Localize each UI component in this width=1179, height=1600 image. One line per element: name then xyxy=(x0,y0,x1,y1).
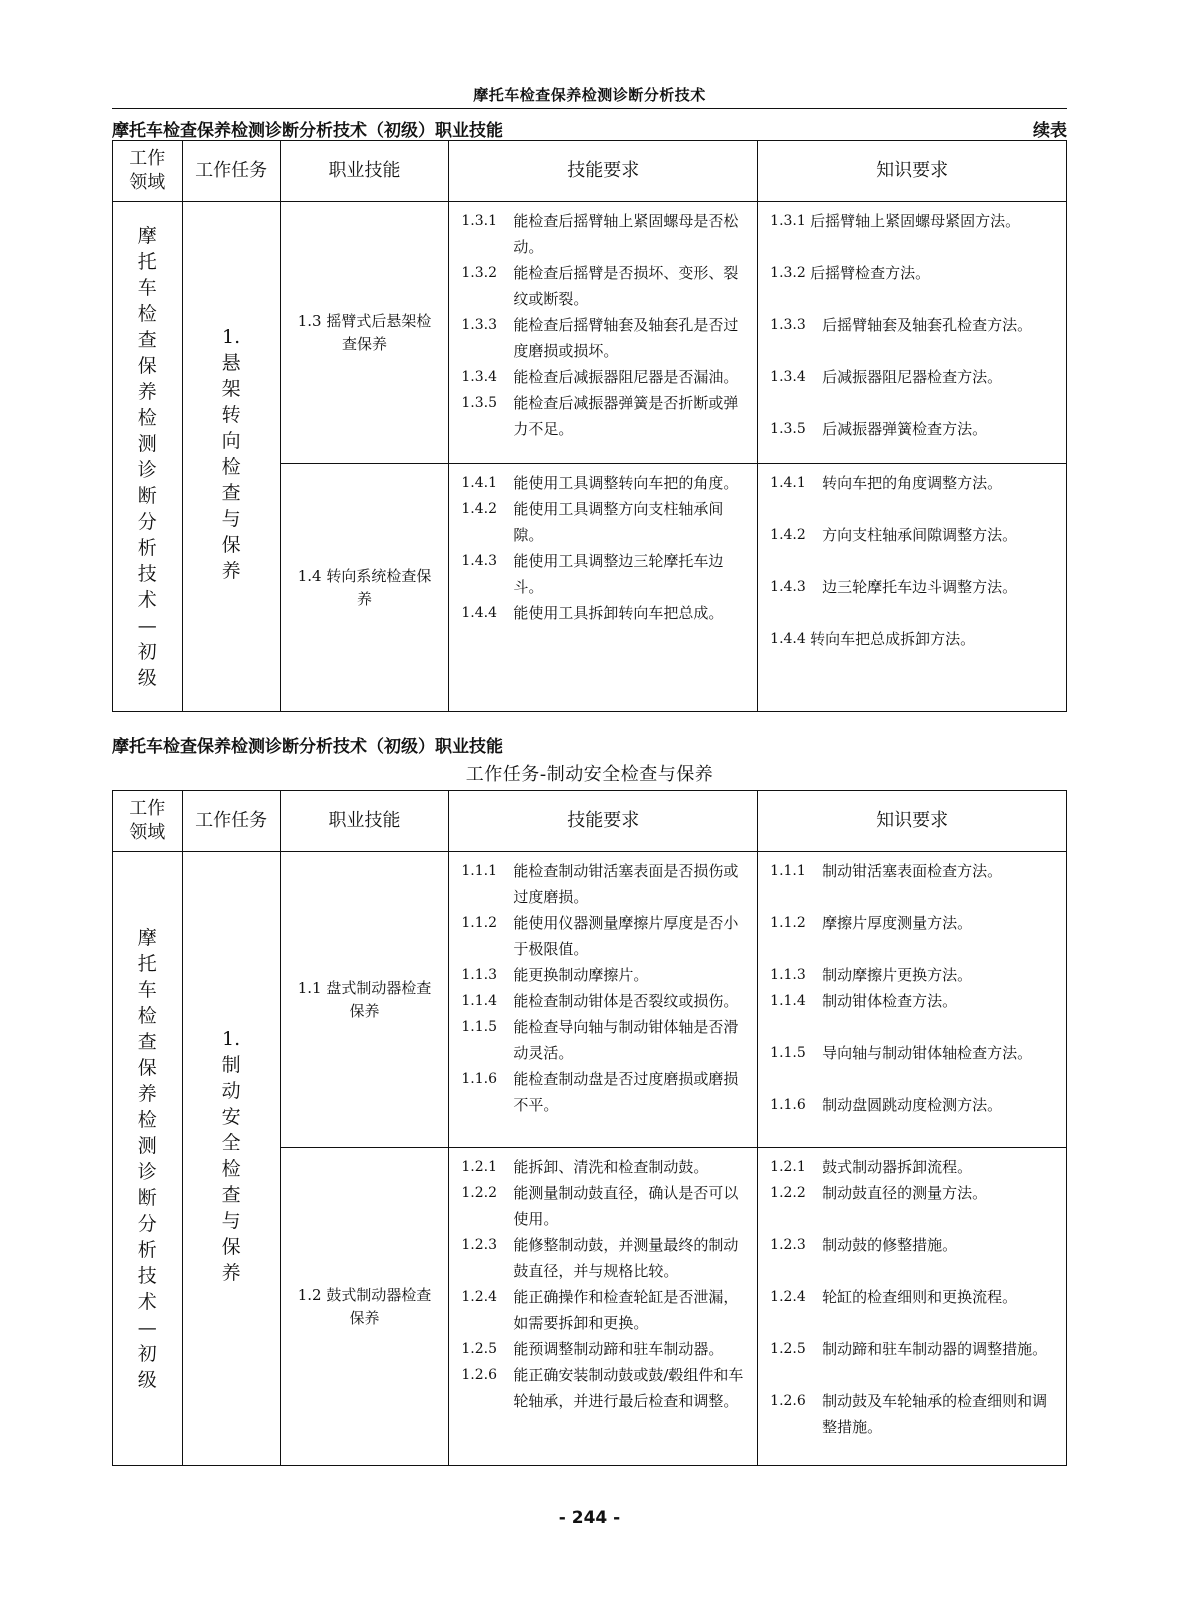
list-item: 1.4.3 能使用工具调整边三轮摩托车边斗。 xyxy=(461,552,724,596)
section2-title xyxy=(112,732,1067,757)
skill-requirements-cell xyxy=(449,464,758,712)
header-knowledge-requirements: 知识要求 xyxy=(758,141,1067,202)
section2-title-text: 摩托车检查保养检测诊断分析技术（初级）职业技能 xyxy=(112,737,503,757)
knowledge-requirements-cell xyxy=(758,464,1067,712)
list-item: 1.1.1 制动钳活塞表面检查方法。 xyxy=(770,862,1003,880)
task-number: 1. xyxy=(222,326,241,348)
list-item: 1.3.4 后减振器阻尼器检查方法。 xyxy=(770,368,1003,386)
table2-header-row xyxy=(113,791,1067,852)
list-item: 1.3.4 能检查后减振器阻尼器是否漏油。 xyxy=(461,368,739,386)
header-task: 工作任务 xyxy=(182,791,280,852)
list-item: 1.2.5 制动蹄和驻车制动器的调整措施。 xyxy=(770,1340,1048,1358)
list-item: 1.3.2 后摇臂检查方法。 xyxy=(770,264,931,282)
list-item: 1.1.2 摩擦片厚度测量方法。 xyxy=(770,914,973,932)
skill-cell: 1.2 鼓式制动器检查保养 xyxy=(280,1148,449,1466)
skill-cell: 1.3 摇臂式后悬架检查保养 xyxy=(280,202,449,464)
list-item: 1.2.5 能预调整制动蹄和驻车制动器。 xyxy=(461,1340,724,1358)
list-item: 1.2.1 鼓式制动器拆卸流程。 xyxy=(770,1158,973,1176)
list-item: 1.2.3 能修整制动鼓，并测量最终的制动鼓直径，并与规格比较。 xyxy=(461,1236,739,1280)
header-skill-requirements: 技能要求 xyxy=(449,141,758,202)
list-item: 1.3.2 能检查后摇臂是否损坏、变形、裂纹或断裂。 xyxy=(461,264,739,308)
knowledge-requirements-cell xyxy=(758,852,1067,1148)
list-item: 1.2.2 能测量制动鼓直径，确认是否可以使用。 xyxy=(461,1184,739,1228)
skill-requirements-cell xyxy=(449,202,758,464)
header-skill: 职业技能 xyxy=(280,141,449,202)
knowledge-requirements-cell xyxy=(758,202,1067,464)
section2-subtitle: 工作任务-制动安全检查与保养 xyxy=(465,764,714,785)
list-item: 1.2.4 能正确操作和检查轮缸是否泄漏，如需要拆卸和更换。 xyxy=(461,1288,739,1332)
header-knowledge-requirements: 知识要求 xyxy=(758,791,1067,852)
table-row xyxy=(113,202,1067,464)
list-item: 1.4.1 能使用工具调整转向车把的角度。 xyxy=(461,474,739,492)
list-item: 1.1.4 能检查制动钳体是否裂纹或损伤。 xyxy=(461,992,739,1010)
knowledge-requirements-cell xyxy=(758,1148,1067,1466)
header-skill: 职业技能 xyxy=(280,791,449,852)
task-number: 1. xyxy=(222,1028,241,1050)
list-item: 1.2.6 制动鼓及车轮轴承的检查细则和调整措施。 xyxy=(770,1392,1048,1436)
list-item: 1.1.5 导向轴与制动钳体轴检查方法。 xyxy=(770,1044,1033,1062)
skill-cell: 1.1 盘式制动器检查保养 xyxy=(280,852,449,1148)
list-item: 1.4.2 方向支柱轴承间隙调整方法。 xyxy=(770,526,1018,544)
list-item: 1.3.3 能检查后摇臂轴套及轴套孔是否过度磨损或损坏。 xyxy=(461,316,739,360)
section1-title-text: 摩托车检查保养检测诊断分析技术（初级）职业技能 xyxy=(112,121,503,141)
continued-label: 续表 xyxy=(1033,121,1067,141)
list-item: 1.3.1 能检查后摇臂轴上紧固螺母是否松动。 xyxy=(461,212,739,256)
list-item: 1.3.1 后摇臂轴上紧固螺母紧固方法。 xyxy=(770,212,1021,230)
task-name: 制动安全检查与保养 xyxy=(221,1054,241,1284)
section1-title xyxy=(112,116,1067,141)
list-item: 1.1.2 能使用仪器测量摩擦片厚度是否小于极限值。 xyxy=(461,914,739,958)
header-domain: 工作领域 xyxy=(113,141,183,202)
domain-cell: 摩托车检查保养检测诊断分析技术—初级 xyxy=(113,202,183,712)
list-item: 1.1.3 制动摩擦片更换方法。 xyxy=(770,966,973,984)
page-number: - 244 - xyxy=(558,1508,621,1528)
list-item: 1.2.6 能正确安装制动鼓或鼓/毂组件和车轮轴承，并进行最后检查和调整。 xyxy=(461,1366,744,1410)
domain-cell: 摩托车检查保养检测诊断分析技术—初级 xyxy=(113,852,183,1466)
skill-requirements-cell xyxy=(449,852,758,1148)
list-item: 1.4.2 能使用工具调整方向支柱轴承间隙。 xyxy=(461,500,724,544)
task-cell xyxy=(182,202,280,712)
list-item: 1.3.5 能检查后减振器弹簧是否折断或弹力不足。 xyxy=(461,394,739,438)
header-rule xyxy=(112,108,1067,109)
list-item: 1.4.4 转向车把总成拆卸方法。 xyxy=(770,630,976,648)
list-item: 1.1.6 能检查制动盘是否过度磨损或磨损不平。 xyxy=(461,1070,739,1114)
list-item: 1.4.3 边三轮摩托车边斗调整方法。 xyxy=(770,578,1018,596)
header-skill-requirements: 技能要求 xyxy=(449,791,758,852)
task-cell xyxy=(182,852,280,1466)
list-item: 1.3.5 后减振器弹簧检查方法。 xyxy=(770,420,988,438)
running-header: 摩托车检查保养检测诊断分析技术 xyxy=(473,86,706,104)
skills-table-2 xyxy=(112,790,1067,1466)
list-item: 1.4.4 能使用工具拆卸转向车把总成。 xyxy=(461,604,724,622)
skills-table-1 xyxy=(112,140,1067,712)
list-item: 1.1.4 制动钳体检查方法。 xyxy=(770,992,958,1010)
list-item: 1.3.3 后摇臂轴套及轴套孔检查方法。 xyxy=(770,316,1033,334)
table-row xyxy=(113,852,1067,1148)
list-item: 1.1.6 制动盘圆跳动度检测方法。 xyxy=(770,1096,1003,1114)
list-item: 1.1.1 能检查制动钳活塞表面是否损伤或过度磨损。 xyxy=(461,862,739,906)
task-name: 悬架转向检查与保养 xyxy=(221,352,241,582)
list-item: 1.1.5 能检查导向轴与制动钳体轴是否滑动灵活。 xyxy=(461,1018,739,1062)
header-domain: 工作领域 xyxy=(113,791,183,852)
skill-cell: 1.4 转向系统检查保养 xyxy=(280,464,449,712)
list-item: 1.2.4 轮缸的检查细则和更换流程。 xyxy=(770,1288,1018,1306)
list-item: 1.2.3 制动鼓的修整措施。 xyxy=(770,1236,958,1254)
table1-header-row xyxy=(113,141,1067,202)
header-task: 工作任务 xyxy=(182,141,280,202)
skill-requirements-cell xyxy=(449,1148,758,1466)
list-item: 1.2.2 制动鼓直径的测量方法。 xyxy=(770,1184,988,1202)
list-item: 1.1.3 能更换制动摩擦片。 xyxy=(461,966,649,984)
list-item: 1.4.1 转向车把的角度调整方法。 xyxy=(770,474,1003,492)
list-item: 1.2.1 能拆卸、清洗和检查制动鼓。 xyxy=(461,1158,709,1176)
